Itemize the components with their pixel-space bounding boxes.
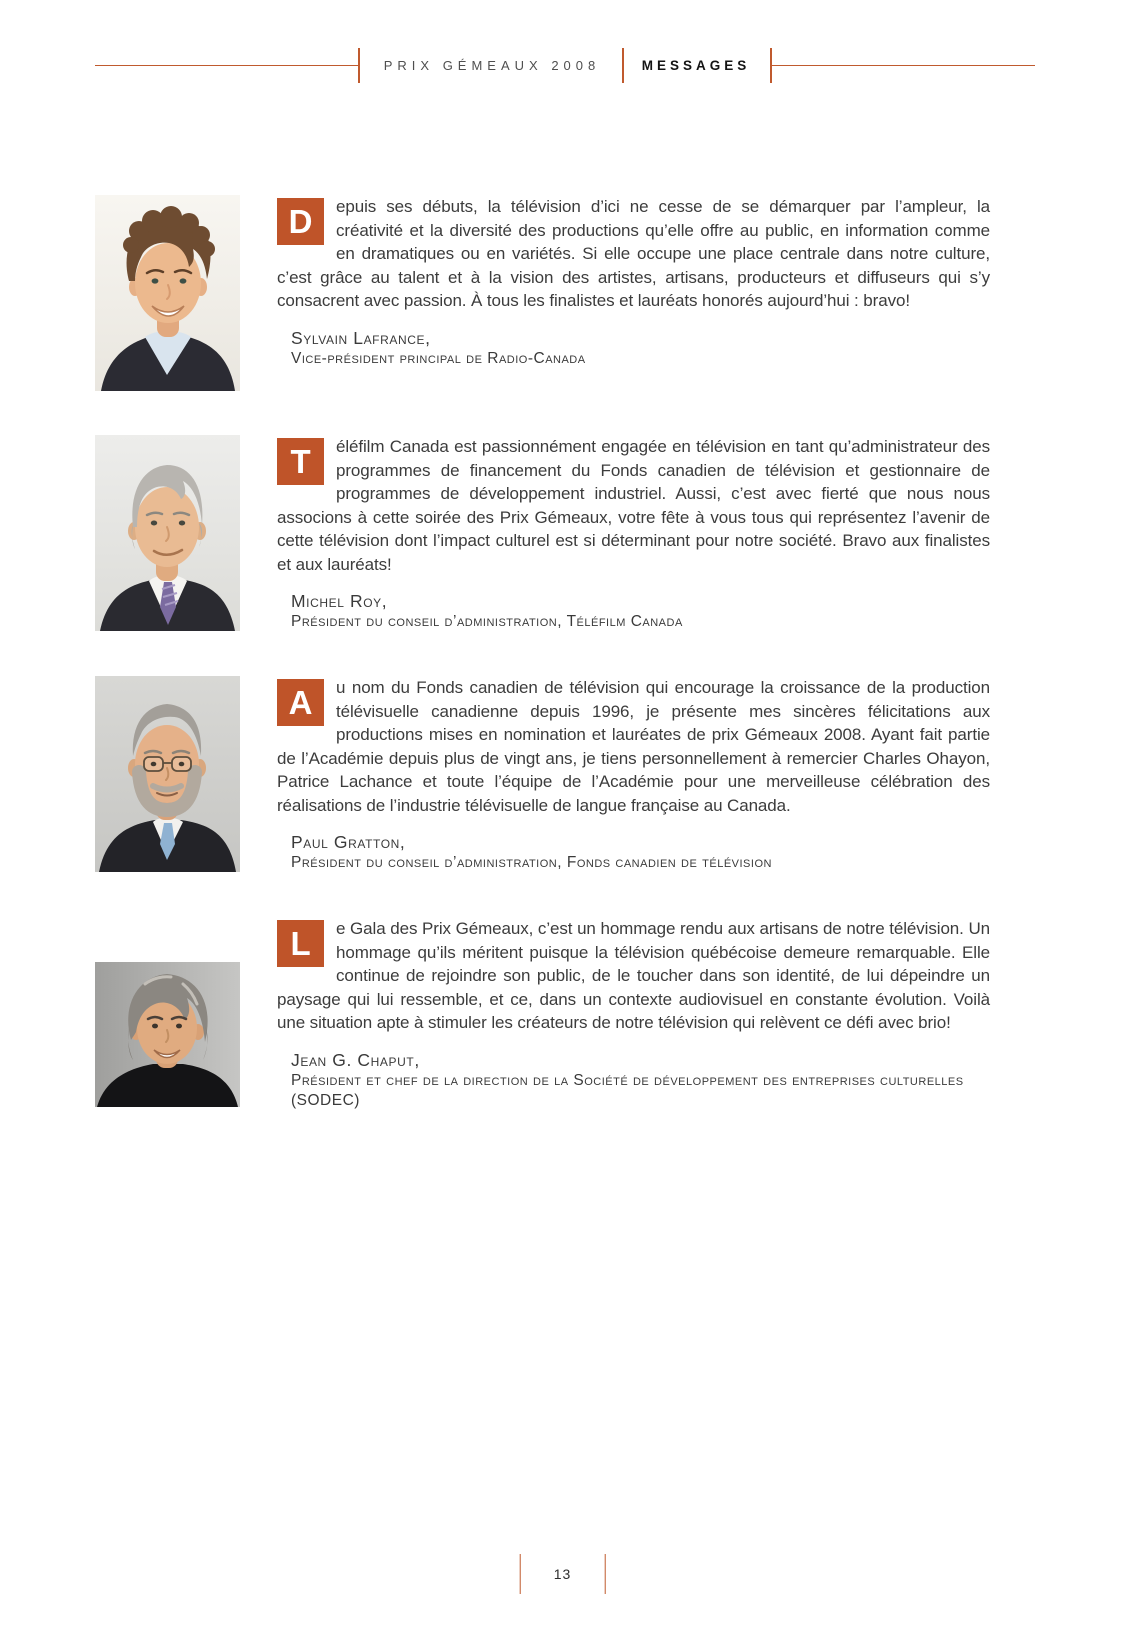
message-body [277,676,990,817]
signature-name: Paul Gratton, [291,832,406,852]
headshot-illustration [95,435,240,631]
message-section-chaput [95,917,990,1111]
dropcap-letter: L [277,920,324,967]
signature-block [291,590,990,632]
message-body-text: u nom du Fonds canadien de télévision qui encourage la croissance de la production télévisuelle canadienne depuis 1996, je présente mes sincères félicitations aux productions mises en nomination et lauréates de prix Gémeaux 2008. Ayant fait partie de l’Académie depuis plus de vingt ans, je tiens personnellement à remercier Charles Ohayon, Patrice Lachance et toute l’équipe de l’Académie pour une merveilleuse célébration des réalisations de l’industrie télévisuelle de langue française au Canada. [277,678,990,815]
signature-title: Vice-président principal de Radio-Canada [291,349,586,367]
page-footer [519,1554,606,1594]
message-text [277,917,990,1111]
headshot-illustration [95,676,240,872]
header-rule-right [772,65,1035,67]
message-body [277,195,990,313]
message-body [277,435,990,576]
message-body-text: éléfilm Canada est passionnément engagée en télévision en tant qu’administrateur des programmes de financement du Fonds canadien de télévision et gestionnaire de programmes de développement industriel. Aussi, c’est avec fierté que nous nous associons à cette soirée des Prix Gémeaux, votre fête à vous tous qui représentez l’avenir de cette télévision dont l’impact culturel est si déterminant pour notre société. Bravo aux finalistes et aux lauréats! [277,437,990,574]
dropcap-letter: T [277,438,324,485]
portrait-photo-chaput [95,917,240,1111]
message-section-roy [95,435,990,632]
message-text [277,435,990,632]
dropcap-letter: A [277,679,324,726]
portrait-photo-roy [95,435,240,632]
signature-block [291,1049,990,1111]
message-text [277,195,990,391]
dropcap-letter: D [277,198,324,245]
header-rule-left [95,65,358,67]
footer-divider-right [604,1554,606,1594]
signature-title-acronym: (SODEC) [291,1091,360,1109]
message-section-gratton [95,676,990,873]
message-text [277,676,990,873]
message-body [277,917,990,1035]
signature-name: Sylvain Lafrance, [291,327,431,348]
messages-list [0,195,1125,1111]
signature-name: Michel Roy, [291,591,388,611]
footer-divider-left [519,1554,521,1594]
message-body-text: epuis ses débuts, la télévision d’ici ne cesse de se démarquer par l’ampleur, la créativité et la diversité des productions qu’elle offre au public, en information comme en dramatiques ou en variétés. Si elle occupe une place centrale dans notre culture, c’est grâce au talent et à la vision des artistes, artisans, producteurs et diffuseurs qui s’y consacrent avec passion. À tous les finalistes et lauréats honorés aujourd’hui : bravo! [277,197,990,310]
portrait-photo-gratton [95,676,240,873]
signature-title: Président du conseil d’administration, Téléfilm Canada [291,613,683,630]
headshot-illustration [95,195,240,391]
signature-title: Président du conseil d’administration, Fonds canadien de télévision [291,854,772,871]
signature-title: Président et chef de la direction de la Société de développement des entreprises culturelles [291,1071,964,1089]
page-number: 13 [553,1566,572,1582]
header-title: PRIX GÉMEAUX 2008 [383,58,601,73]
page-header [95,48,1035,83]
message-section-lafrance [95,195,990,391]
headshot-illustration [95,962,240,1107]
signature-block [291,831,990,873]
signature-block [291,327,990,369]
signature-name: Jean G. Chaput, [291,1049,420,1070]
message-body-text: e Gala des Prix Gémeaux, c’est un hommage rendu aux artisans de notre télévision. Un hommage qu’ils méritent puisque la télévision québécoise demeure remarquable. Elle continue de rejoindre son public, de le toucher dans son identité, de lui dépeindre un paysage qui lui ressemble, et ce, dans un contexte audiovisuel en constante évolution. Voilà une situation apte à stimuler les créateurs de notre télévision qui relèvent ce défi avec brio! [277,919,990,1032]
header-section-label: MESSAGES [641,58,751,73]
portrait-photo-lafrance [95,195,240,391]
